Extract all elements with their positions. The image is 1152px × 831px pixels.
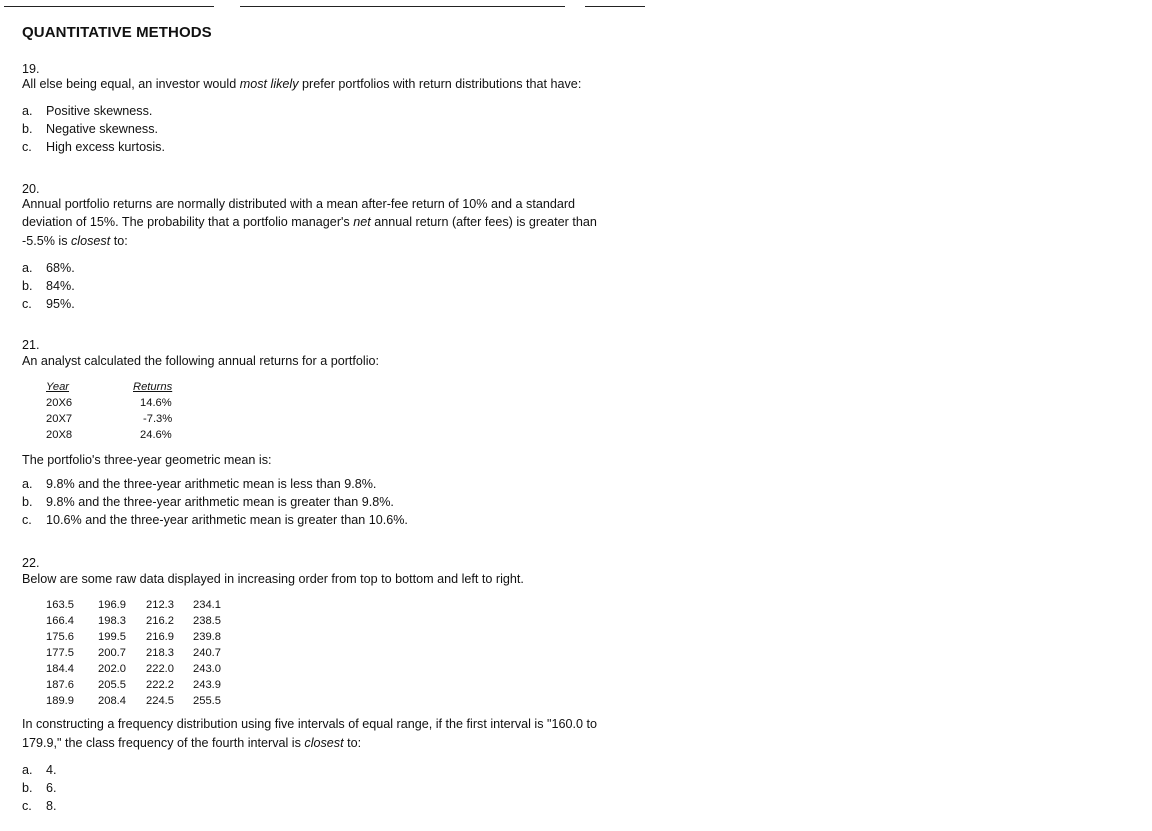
question-20-stem-line3: -5.5% is closest to: — [22, 234, 128, 248]
question-19-stem: All else being equal, an investor would most likely prefer portfolios with return distributions that have: — [22, 77, 582, 91]
table-cell-year: 20X7 — [46, 413, 73, 425]
question-20-number: 20. — [22, 182, 40, 196]
data-value: 224.5 — [146, 695, 174, 707]
question-22-option-b: 6. — [46, 781, 57, 795]
question-20-stem-line2: deviation of 15%. The probability that a portfolio manager's net annual return (after fees) is greater than — [22, 215, 597, 229]
option-letter: a. — [22, 104, 33, 118]
table-header-returns: Returns — [133, 381, 173, 393]
question-19-number: 19. — [22, 62, 40, 76]
option-letter: c. — [22, 140, 32, 154]
option-letter: c. — [22, 799, 32, 813]
option-letter: a. — [22, 261, 33, 275]
data-value: 205.5 — [98, 679, 126, 691]
table-cell-return: -7.3% — [143, 413, 173, 425]
question-22-number: 22. — [22, 556, 40, 570]
table-cell-year: 20X8 — [46, 429, 73, 441]
question-20-option-a: 68%. — [46, 261, 75, 275]
table-cell-return: 14.6% — [140, 397, 172, 409]
data-value: 255.5 — [193, 695, 221, 707]
question-20-option-b: 84%. — [46, 279, 75, 293]
data-value: 175.6 — [46, 631, 74, 643]
page-heading: QUANTITATIVE METHODS — [22, 24, 212, 41]
option-letter: a. — [22, 763, 33, 777]
question-21-number: 21. — [22, 338, 40, 352]
question-21-question: The portfolio's three-year geometric mean is: — [22, 453, 272, 467]
data-value: 198.3 — [98, 615, 126, 627]
option-letter: c. — [22, 297, 32, 311]
question-22-option-a: 4. — [46, 763, 57, 777]
data-value: 216.9 — [146, 631, 174, 643]
question-21-stem: An analyst calculated the following annual returns for a portfolio: — [22, 354, 380, 368]
data-value: 200.7 — [98, 647, 126, 659]
data-value: 243.0 — [193, 663, 221, 675]
data-value: 222.2 — [146, 679, 174, 691]
top-rule — [4, 6, 214, 7]
data-value: 243.9 — [193, 679, 221, 691]
data-value: 163.5 — [46, 599, 74, 611]
question-22-line1: In constructing a frequency distribution using five intervals of equal range, if the first interval is "160.0 to — [22, 717, 597, 731]
data-value: 222.0 — [146, 663, 174, 675]
data-value: 238.5 — [193, 615, 221, 627]
question-19-option-a: Positive skewness. — [46, 104, 153, 118]
option-letter: c. — [22, 513, 32, 527]
data-value: 216.2 — [146, 615, 174, 627]
question-19-option-b: Negative skewness. — [46, 122, 158, 136]
question-19-option-c: High excess kurtosis. — [46, 140, 165, 154]
question-21-option-a: 9.8% and the three-year arithmetic mean is less than 9.8%. — [46, 477, 377, 491]
data-value: 212.3 — [146, 599, 174, 611]
data-value: 208.4 — [98, 695, 126, 707]
top-rule — [240, 6, 565, 7]
data-value: 239.8 — [193, 631, 221, 643]
table-cell-year: 20X6 — [46, 397, 73, 409]
table-cell-return: 24.6% — [140, 429, 172, 441]
option-letter: b. — [22, 122, 33, 136]
question-20-stem-line1: Annual portfolio returns are normally distributed with a mean after-fee return of 10% and a standard — [22, 197, 576, 211]
data-value: 184.4 — [46, 663, 74, 675]
data-value: 187.6 — [46, 679, 74, 691]
question-20-option-c: 95%. — [46, 297, 75, 311]
option-letter: b. — [22, 279, 33, 293]
data-value: 218.3 — [146, 647, 174, 659]
data-value: 202.0 — [98, 663, 126, 675]
question-22-stem: Below are some raw data displayed in increasing order from top to bottom and left to right. — [22, 572, 524, 586]
data-value: 177.5 — [46, 647, 74, 659]
top-rule — [585, 6, 645, 7]
data-value: 234.1 — [193, 599, 221, 611]
question-21-option-c: 10.6% and the three-year arithmetic mean is greater than 10.6%. — [46, 513, 408, 527]
data-value: 196.9 — [98, 599, 126, 611]
data-value: 189.9 — [46, 695, 74, 707]
question-21-option-b: 9.8% and the three-year arithmetic mean is greater than 9.8%. — [46, 495, 394, 509]
question-22-option-c: 8. — [46, 799, 57, 813]
option-letter: b. — [22, 781, 33, 795]
data-value: 240.7 — [193, 647, 221, 659]
option-letter: a. — [22, 477, 33, 491]
data-value: 199.5 — [98, 631, 126, 643]
table-header-year: Year — [46, 381, 70, 393]
question-22-line2: 179.9," the class frequency of the fourth interval is closest to: — [22, 736, 362, 750]
data-value: 166.4 — [46, 615, 74, 627]
option-letter: b. — [22, 495, 33, 509]
